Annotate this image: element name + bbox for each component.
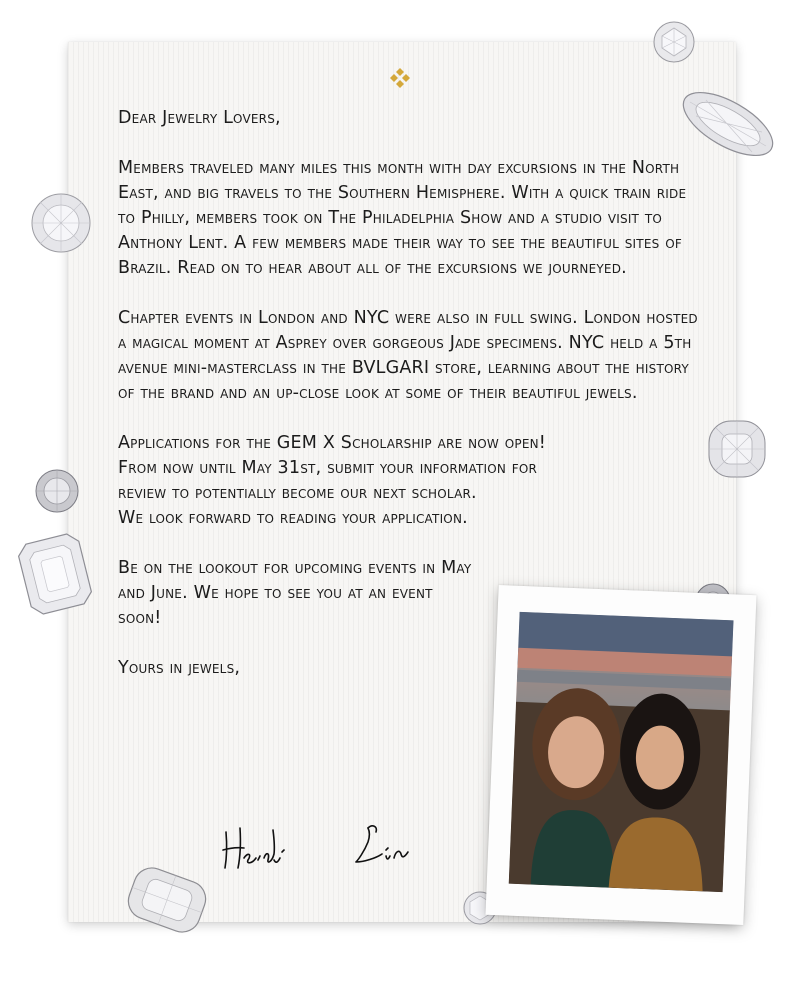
paragraph-scholarship bbox=[118, 431, 708, 531]
signoff: Yours in jewels, bbox=[118, 658, 241, 678]
diamond-ornament-icon bbox=[388, 66, 412, 90]
signature-lin bbox=[356, 826, 408, 862]
paragraph-upcoming-events: Be on the lookout for upcoming events in May and June. We hope to see you at an event soon! bbox=[118, 558, 472, 628]
photo-illustration bbox=[509, 612, 734, 892]
rose-cut-diamond-left bbox=[30, 192, 92, 254]
paragraph-chapter-events: Chapter events in London and NYC were also in full swing. London hosted a magical moment at Asprey over gorgeous Jade specimens. NYC held a 5th avenue mini-masterclass in the BVLGARI store, learning about the history of the brand and an up-close look at some of their beautiful jewels. bbox=[118, 308, 698, 403]
signature-heidi bbox=[223, 828, 284, 868]
old-cut-diamond-right bbox=[706, 418, 768, 480]
photo-two-women bbox=[509, 612, 734, 892]
emerald-cut-diamond bbox=[18, 532, 92, 616]
marquise-diamond bbox=[676, 82, 780, 166]
signatures bbox=[218, 818, 448, 878]
scholarship-line-3: review to potentially become our next scholar. We look forward to reading your application. bbox=[118, 483, 477, 528]
paragraph-travel: Members traveled many miles this month with day excursions in the North East, and big travels to the Southern Hemisphere. With a quick train ride to Philly, members took on The Philadelphia Show and a studio visit to Anthony Lent. A few members made their way to see the beautiful sites of Brazil. Read on to hear about all of the excursions we journeyed. bbox=[118, 158, 687, 278]
scholarship-line-2: From now until May 31st, submit your information for bbox=[118, 458, 538, 478]
round-diamond-top-right bbox=[652, 20, 696, 64]
polaroid-frame bbox=[485, 585, 756, 925]
salutation: Dear Jewelry Lovers, bbox=[118, 108, 281, 128]
scholarship-line-1: Applications for the GEM X Scholarship are now open! bbox=[118, 433, 547, 453]
small-round-gem-left bbox=[34, 468, 80, 514]
cushion-diamond-bottom bbox=[124, 862, 210, 938]
